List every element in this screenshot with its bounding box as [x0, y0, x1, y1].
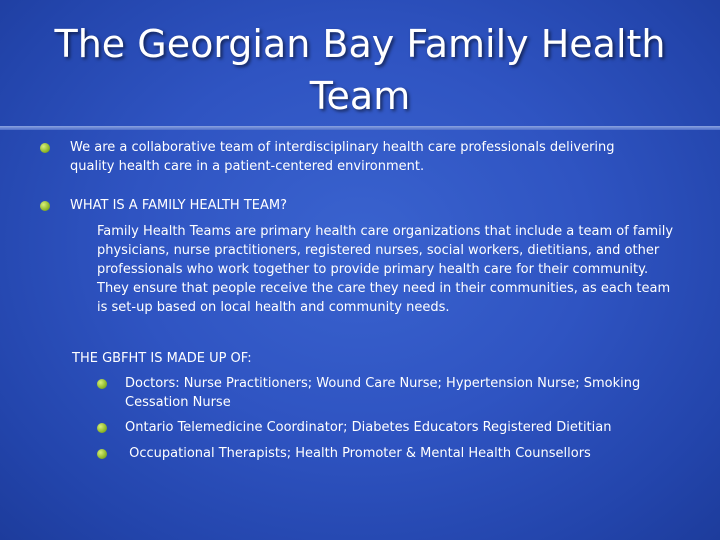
- slide-title: The Georgian Bay Family Health Team: [54, 22, 666, 118]
- title-divider: [0, 126, 720, 130]
- intro-text: We are a collaborative team of interdisciplinary health care professionals delivering quality health care in a patient-centered environment.: [70, 140, 615, 174]
- member-item: Occupational Therapists; Health Promoter & Mental Health Counsellors: [125, 446, 591, 461]
- bullet-icon: [40, 143, 50, 153]
- definition-paragraph: Family Health Teams are primary health care organizations that include a team of family physicians, nurse practitioners, registered nurses, social workers, dietitians, and other professionals who work together to provide primary health care for their community. They ensure that people receive the care they need in their communities, as each team is set-up based on local health and community needs.: [97, 224, 674, 315]
- made-up-heading: THE GBFHT IS MADE UP OF:: [72, 351, 252, 366]
- bullet-icon: [40, 201, 50, 211]
- member-item: Ontario Telemedicine Coordinator; Diabetes Educators Registered Dietitian: [125, 420, 612, 435]
- bullet-icon: [97, 379, 107, 389]
- member-item: Doctors: Nurse Practitioners; Wound Care Nurse; Hypertension Nurse; Smoking Cessation Nurse: [125, 376, 641, 410]
- bullet-icon: [97, 423, 107, 433]
- question-heading: WHAT IS A FAMILY HEALTH TEAM?: [70, 198, 287, 213]
- bullet-icon: [97, 449, 107, 459]
